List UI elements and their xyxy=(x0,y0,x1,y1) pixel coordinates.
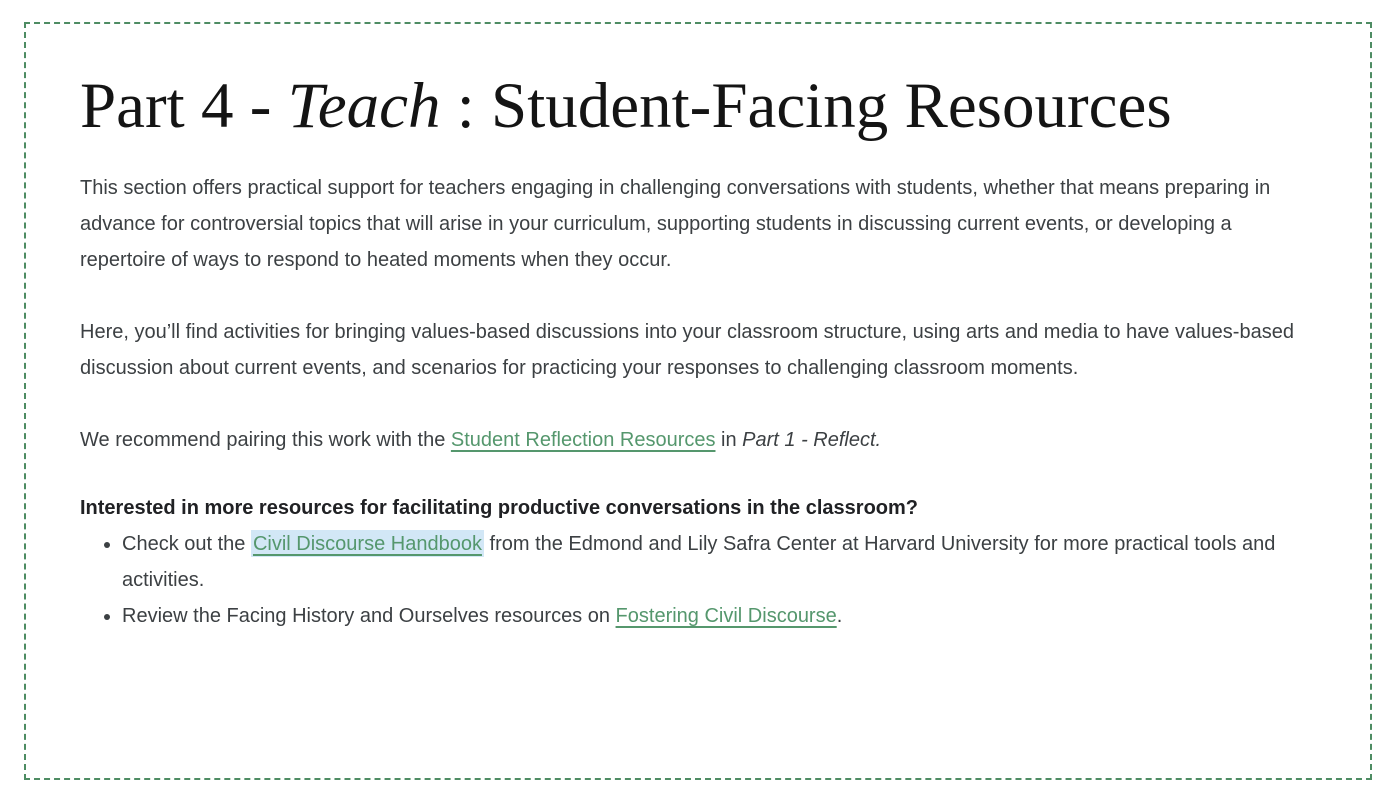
more-resources-question: Interested in more resources for facilitating productive conversations in the classroom? xyxy=(80,497,918,519)
page-title xyxy=(80,64,1316,148)
resources-list xyxy=(80,526,1316,634)
document-body xyxy=(80,170,1316,634)
civil-discourse-handbook-link[interactable]: Civil Discourse Handbook xyxy=(251,530,484,557)
recommendation-text: We recommend pairing this work with the xyxy=(80,429,451,451)
bullet1-text-before: Check out the xyxy=(122,533,251,555)
bullet2-text-after: . xyxy=(836,605,843,627)
bullet2-text-before: Review the Facing History and Ourselves resources on xyxy=(122,605,616,627)
bullet1-text-after: from the Edmond and Lily Safra Center at Harvard University for more practical tools and activities. xyxy=(122,533,1276,591)
page-title-italic-word: Teach xyxy=(287,70,441,142)
list-item xyxy=(122,526,1316,598)
student-reflection-resources-link[interactable]: Student Reflection Resources xyxy=(450,429,716,451)
list-item xyxy=(122,598,1316,634)
activities-paragraph: Here, you’ll find activities for bringing values-based discussions into your classroom structure, using arts and media to have values-based discussion about current events, and scenarios for practicing your responses to challenging classroom moments. xyxy=(80,321,1294,379)
fostering-civil-discourse-link[interactable]: Fostering Civil Discourse xyxy=(615,605,837,627)
document-content xyxy=(26,24,1370,634)
dashed-border-frame xyxy=(24,22,1372,780)
recommendation-paragraph xyxy=(80,422,1316,458)
part1-reflect-reference: Part 1 - Reflect. xyxy=(742,429,882,451)
intro-paragraph: This section offers practical support for teachers engaging in challenging conversations with students, whether that means preparing in advance for controversial topics that will arise in your curriculum, supporting students in discussing current events, or developing a repertoire of ways to respond to heated moments when they occur. xyxy=(80,177,1271,271)
page-title-prefix: Part 4 - xyxy=(80,70,288,142)
recommendation-text-middle: in xyxy=(715,429,743,451)
page-title-suffix: : Student-Facing Resources xyxy=(440,70,1172,142)
